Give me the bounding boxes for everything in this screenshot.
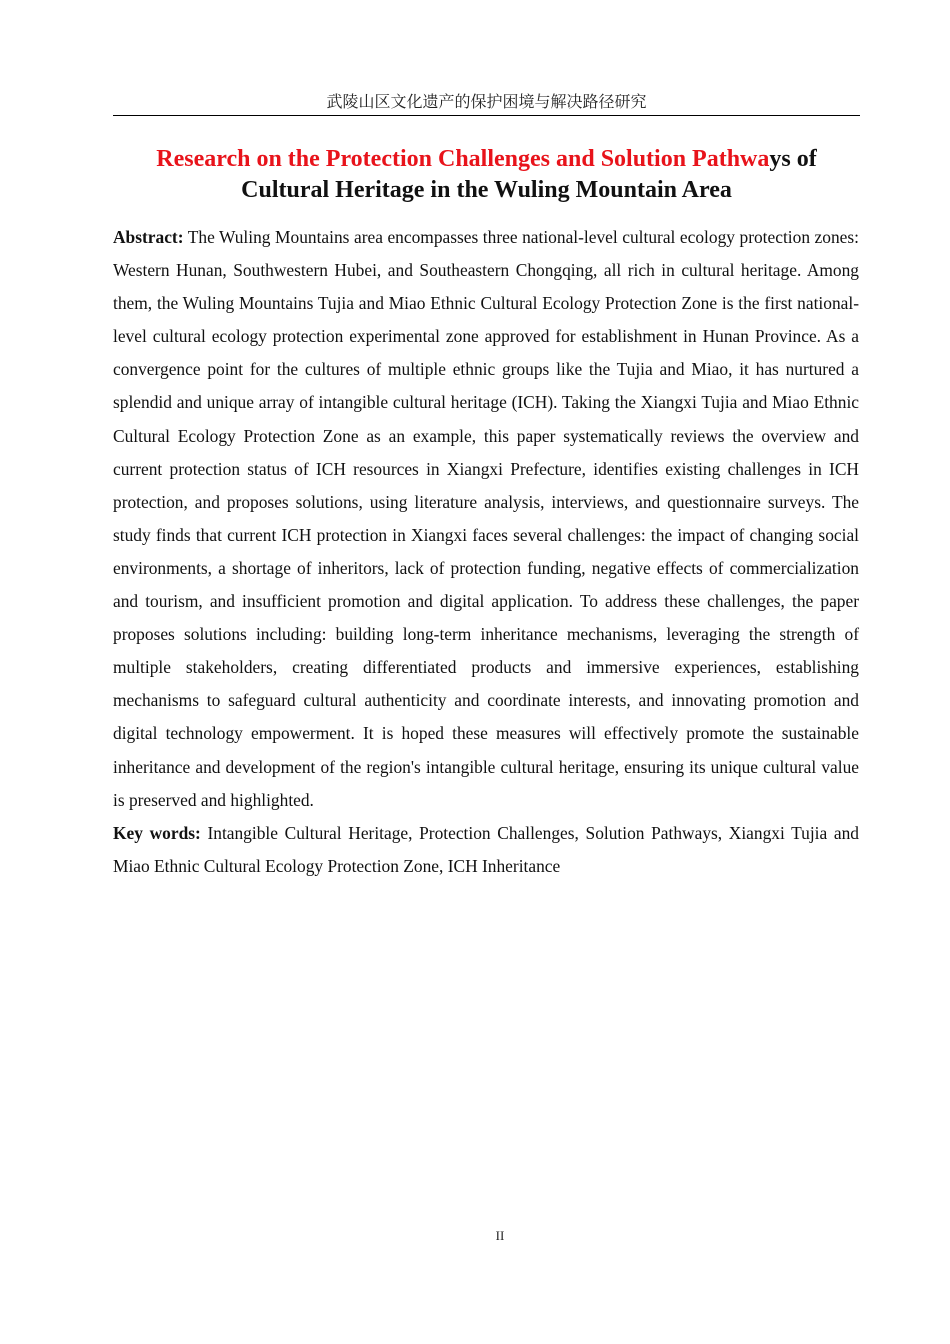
keywords-paragraph — [113, 817, 859, 883]
keywords-label: Key words: — [113, 822, 201, 843]
keywords-text: Intangible Cultural Heritage, Protection Challenges, Solution Pathways, Xiangxi Tujia and Miao Ethnic Cultural Ecology Protection Zone, ICH Inheritance — [113, 822, 859, 876]
abstract-paragraph — [113, 221, 859, 817]
header-rule — [113, 115, 860, 116]
running-header: 武陵山区文化遗产的保护困境与解决路径研究 — [326, 92, 647, 111]
paper-title — [113, 144, 860, 206]
title-remaining-part: ys of Cultural Heritage in the Wuling Mountain Area — [241, 146, 817, 203]
abstract-text: The Wuling Mountains area encompasses three national-level cultural ecology protection zones: Western Hunan, Southwestern Hubei, and Southeastern Chongqing, all rich in cultural heritage. Among them, the Wuling Mountains Tujia and Miao Ethnic Cultural Ecology Protection Zone is the first national-level cultural ecology protection experimental zone approved for establishment in Hunan Province. As a convergence point for the cultures of multiple ethnic groups like the Tujia and Miao, it has nurtured a splendid and unique array of intangible cultural heritage (ICH). Taking the Xiangxi Tujia and Miao Ethnic Cultural Ecology Protection Zone as an example, this paper systematically reviews the overview and current protection status of ICH resources in Xiangxi Prefecture, identifies existing challenges in ICH protection, and proposes solutions, using literature analysis, interviews, and questionnaire surveys. The study finds that current ICH protection in Xiangxi faces several challenges: the impact of changing social environments, a shortage of inheritors, lack of protection funding, negative effects of commercialization and tourism, and insufficient promotion and digital application. To address these challenges, the paper proposes solutions including: building long-term inheritance mechanisms, leveraging the strength of multiple stakeholders, creating differentiated products and immersive experiences, establishing mechanisms to safeguard cultural authenticity and coordinate interests, and innovating promotion and digital technology empowerment. It is hoped these measures will effectively promote the sustainable inheritance and development of the region's intangible cultural heritage, ensuring its unique cultural value is preserved and highlighted. — [113, 227, 859, 810]
title-highlighted-part: Research on the Protection Challenges and Solution Pathwa — [156, 146, 770, 172]
page-number: II — [495, 1228, 505, 1243]
abstract-section — [113, 221, 859, 883]
abstract-label: Abstract: — [113, 227, 184, 247]
